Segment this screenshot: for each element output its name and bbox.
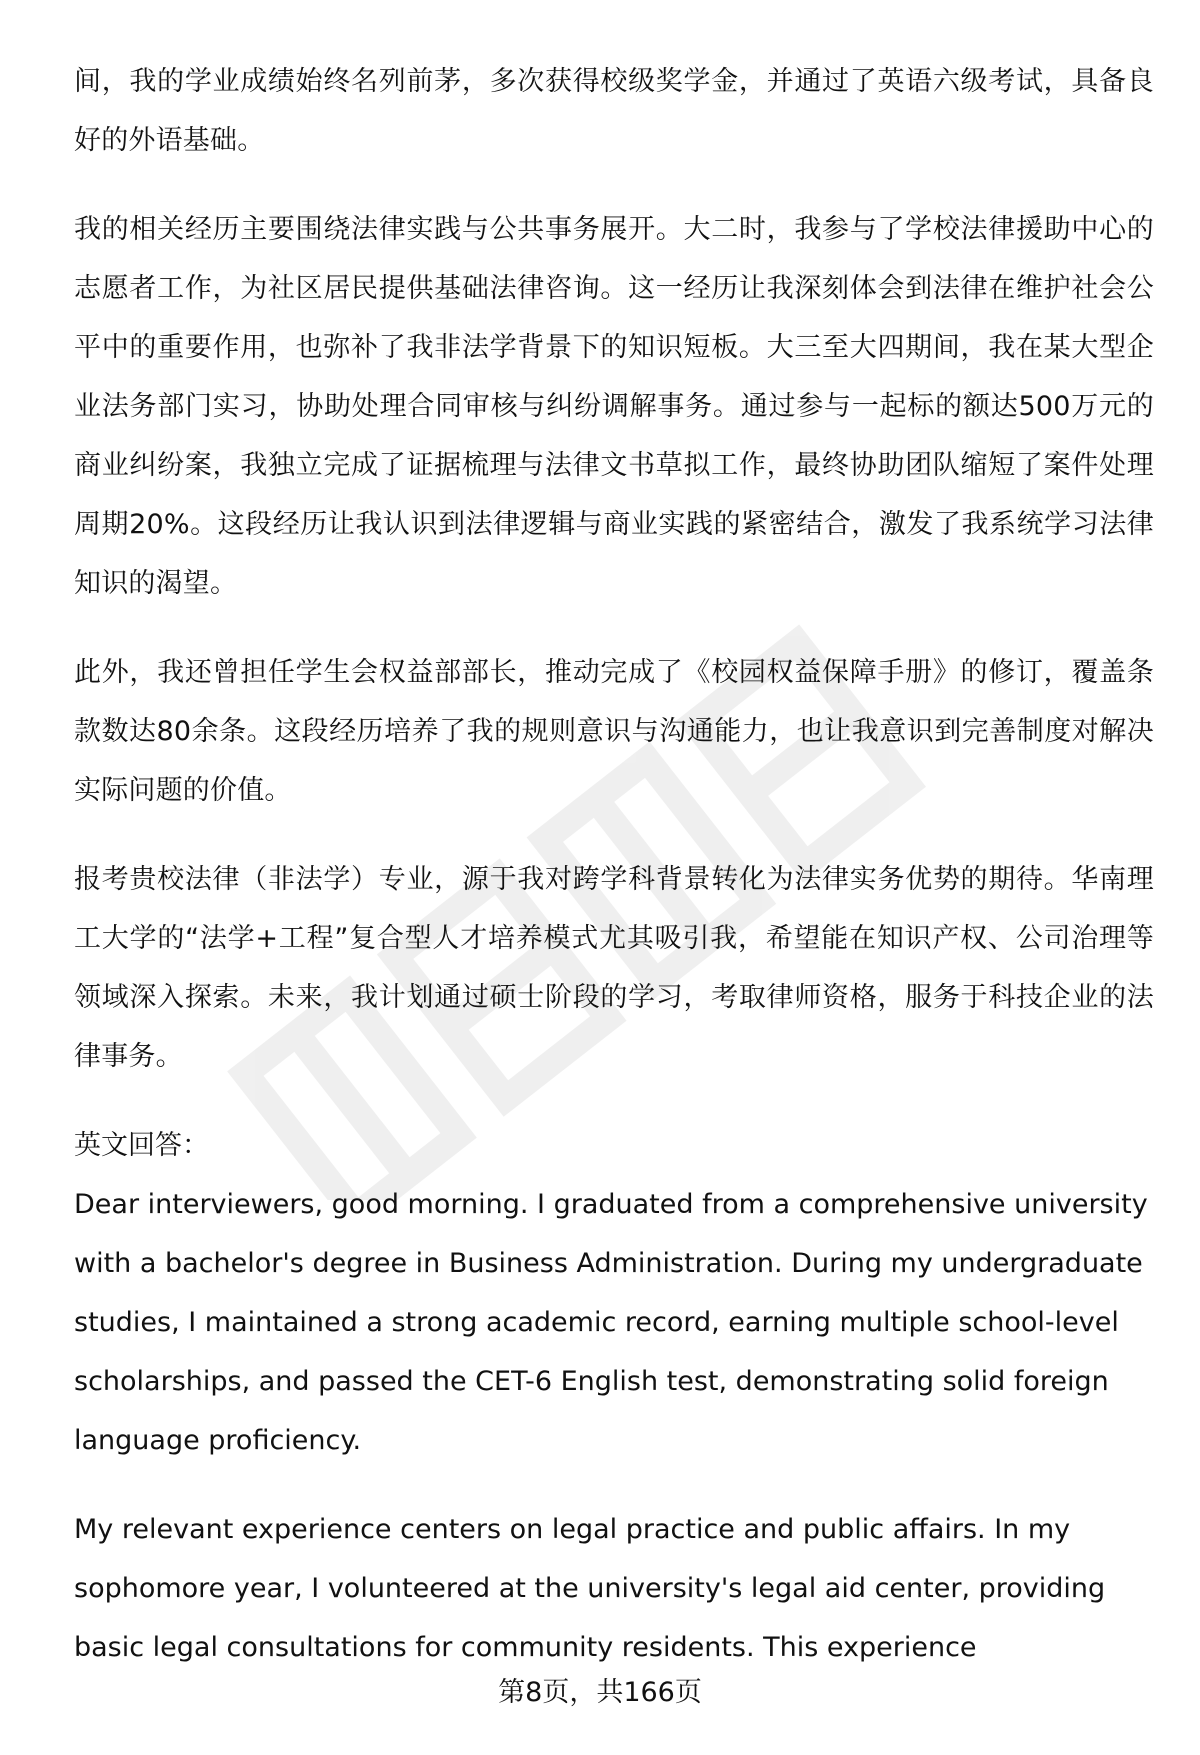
english-answer-label: 英文回答： [74, 1130, 209, 1161]
paragraph-en-1: Dear interviewers, good morning. I graduated from a comprehensive university with a bachelor's degree in Business Administration. During my undergraduate studies, I maintained a strong academic record, earning multiple school-level scholarships, and passed the CET-6 English test, demonstrating solid foreign language proficiency. [74, 1189, 1148, 1456]
document-body [74, 52, 1154, 1707]
paragraph-zh-1: 间，我的学业成绩始终名列前茅，多次获得校级奖学金，并通过了英语六级考试，具备良好的外语基础。 [74, 66, 1154, 156]
paragraph-zh-4: 报考贵校法律（非法学）专业，源于我对跨学科背景转化为法律实务优势的期待。华南理工大学的“法学+工程”复合型人才培养模式尤其吸引我，希望能在知识产权、公司治理等领域深入探索。未来，我计划通过硕士阶段的学习，考取律师资格，服务于科技企业的法律事务。 [74, 864, 1154, 1072]
page-footer: 第8页，共166页 [498, 1677, 702, 1708]
paragraph-zh-3: 此外，我还曾担任学生会权益部部长，推动完成了《校园权益保障手册》的修订，覆盖条款数达80余条。这段经历培养了我的规则意识与沟通能力，也让我意识到完善制度对解决实际问题的价值。 [74, 657, 1154, 806]
paragraph-en-2: My relevant experience centers on legal practice and public affairs. In my sophomore year, I volunteered at the university's legal aid center, providing basic legal consultations for community residents. This experience [74, 1514, 1106, 1663]
paragraph-zh-2: 我的相关经历主要围绕法律实践与公共事务展开。大二时，我参与了学校法律援助中心的志愿者工作，为社区居民提供基础法律咨询。这一经历让我深刻体会到法律在维护社会公平中的重要作用，也弥补了我非法学背景下的知识短板。大三至大四期间，我在某大型企业法务部门实习，协助处理合同审核与纠纷调解事务。通过参与一起标的额达500万元的商业纠纷案，我独立完成了证据梳理与法律文书草拟工作，最终协助团队缩短了案件处理周期20%。这段经历让我认识到法律逻辑与商业实践的紧密结合，激发了我系统学习法律知识的渴望。 [74, 214, 1154, 599]
